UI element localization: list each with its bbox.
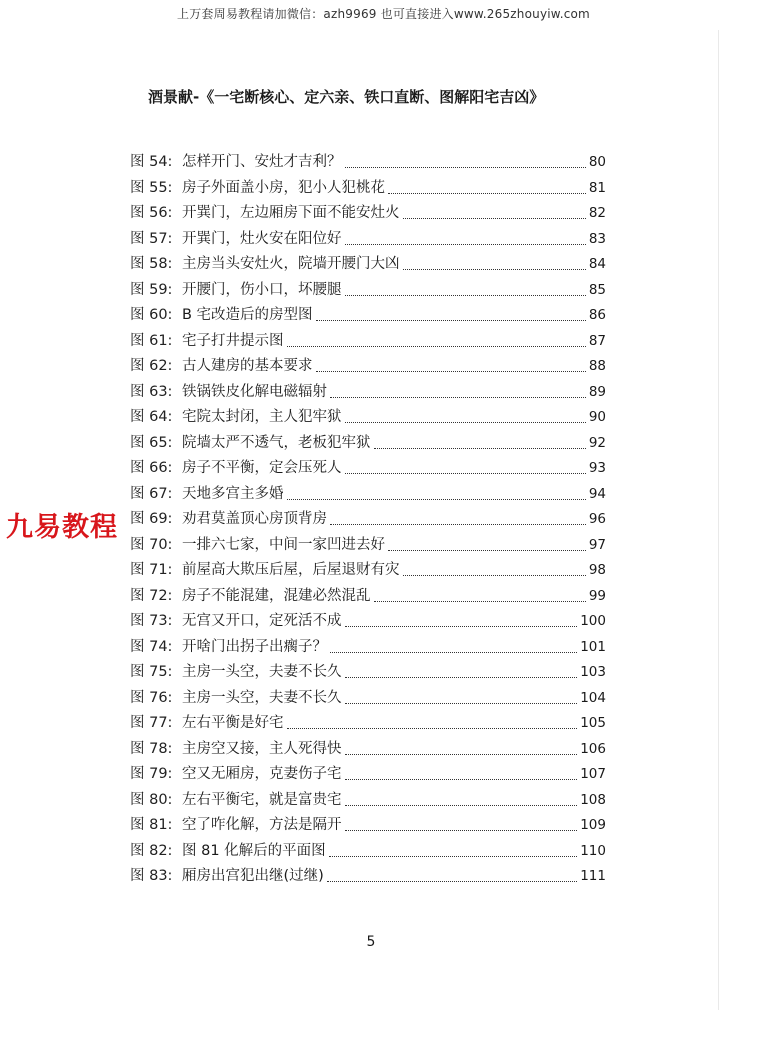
toc-dot-leader xyxy=(327,881,577,882)
toc-page-number: 109 xyxy=(580,817,606,833)
page-number: 5 xyxy=(366,934,376,950)
toc-figure-label: 图 58: xyxy=(130,256,173,272)
toc-entry-title: 宅子打井提示图 xyxy=(182,332,284,349)
toc-entry-title: 前屋高大欺压后屋，后屋退财有灾 xyxy=(182,562,400,578)
toc-entry xyxy=(130,839,606,865)
toc-dot-leader xyxy=(345,295,586,296)
toc-figure-label: 图 65: xyxy=(130,434,173,451)
toc-entry-title: 主房空又接，主人死得快 xyxy=(182,740,342,757)
toc-page-number: 85 xyxy=(588,281,606,298)
toc-entry xyxy=(130,686,606,712)
toc-page-number: 92 xyxy=(588,434,606,451)
toc-page-number: 103 xyxy=(580,664,606,680)
toc-page-number: 80 xyxy=(588,154,606,170)
toc-entry xyxy=(130,711,606,737)
toc-figure-label: 图 62: xyxy=(130,358,173,374)
toc-entry-title: 开巽门，灶火安在阳位好 xyxy=(182,230,342,247)
toc-entry xyxy=(130,150,606,176)
toc-figure-label: 图 75: xyxy=(130,664,173,680)
toc-page-number: 86 xyxy=(588,307,606,323)
toc-dot-leader xyxy=(403,218,586,219)
toc-figure-label: 图 63: xyxy=(130,383,173,400)
toc-page-number: 107 xyxy=(580,766,606,782)
toc-entry xyxy=(130,635,606,661)
toc-entry-title: 无宫又开口，定死活不成 xyxy=(182,613,342,629)
toc-figure-label: 图 78: xyxy=(130,740,173,757)
toc-entry-title: 左右平衡宅，就是富贵宅 xyxy=(182,791,342,808)
toc-page-number: 89 xyxy=(588,383,606,400)
toc-entry xyxy=(130,354,606,380)
toc-entry xyxy=(130,788,606,814)
toc-entry-title: 主房当头安灶火，院墙开腰门大凶 xyxy=(182,256,400,272)
toc-entry xyxy=(130,329,606,355)
toc-figure-label: 图 73: xyxy=(130,613,173,629)
toc-entry xyxy=(130,201,606,227)
toc-page-number: 93 xyxy=(588,460,606,476)
toc-entry-title: 开啥门出拐子出瘸子？ xyxy=(182,638,327,655)
toc-entry xyxy=(130,558,606,584)
scan-edge-line xyxy=(718,30,719,1010)
toc-entry-title: 空了咋化解，方法是隔开 xyxy=(182,817,342,833)
toc-page-number: 110 xyxy=(580,842,606,859)
toc-figure-label: 图 79: xyxy=(130,766,173,782)
toc-figure-label: 图 67: xyxy=(130,485,173,502)
toc-entry-title: 天地多宫主多婚 xyxy=(182,485,284,502)
toc-page-number: 111 xyxy=(580,868,606,884)
toc-entry-title: 怎样开门、安灶才吉利？ xyxy=(182,154,342,170)
toc-entry xyxy=(130,762,606,788)
toc-entry-title: 开巽门，左边厢房下面不能安灶火 xyxy=(182,205,400,221)
toc-entry-title: 劝君莫盖顶心房顶背房 xyxy=(182,511,327,527)
toc-entry xyxy=(130,609,606,635)
toc-figure-label: 图 76: xyxy=(130,689,173,706)
toc-figure-label: 图 82: xyxy=(130,842,173,859)
toc-dot-leader xyxy=(316,320,586,321)
toc-figure-label: 图 72: xyxy=(130,587,173,604)
toc-entry-title: 房子外面盖小房，犯小人犯桃花 xyxy=(182,179,385,196)
toc-dot-leader xyxy=(345,626,578,627)
toc-entry xyxy=(130,431,606,457)
toc-entry xyxy=(130,252,606,278)
toc-figure-label: 图 64: xyxy=(130,409,173,425)
table-of-contents xyxy=(130,150,606,890)
toc-dot-leader xyxy=(403,575,586,576)
toc-dot-leader xyxy=(345,703,578,704)
toc-entry xyxy=(130,660,606,686)
toc-dot-leader xyxy=(345,754,578,755)
toc-dot-leader xyxy=(330,397,586,398)
toc-dot-leader xyxy=(345,779,578,780)
toc-entry-title: 宅院太封闭，主人犯牢狱 xyxy=(182,409,342,425)
header-banner: 上万套周易教程请加微信：azh9969 也可直接进入www.265zhouyiw.com xyxy=(177,7,590,21)
watermark: 九易教程 xyxy=(6,512,118,543)
toc-entry xyxy=(130,533,606,559)
toc-entry xyxy=(130,864,606,890)
toc-entry-title: 房子不能混建，混建必然混乱 xyxy=(182,587,371,604)
toc-dot-leader xyxy=(345,167,586,168)
toc-page-number: 88 xyxy=(588,358,606,374)
toc-entry-title: 开腰门，伤小口，坏腰腿 xyxy=(182,281,342,298)
toc-figure-label: 图 77: xyxy=(130,715,173,731)
toc-page-number: 101 xyxy=(580,638,606,655)
toc-entry-title: 房子不平衡，定会压死人 xyxy=(182,460,342,476)
toc-figure-label: 图 55: xyxy=(130,179,173,196)
toc-page-number: 84 xyxy=(588,256,606,272)
toc-figure-label: 图 56: xyxy=(130,205,173,221)
toc-figure-label: 图 66: xyxy=(130,460,173,476)
toc-page-number: 82 xyxy=(588,205,606,221)
toc-dot-leader xyxy=(345,244,586,245)
toc-page-number: 108 xyxy=(580,791,606,808)
toc-figure-label: 图 71: xyxy=(130,562,173,578)
toc-entry xyxy=(130,227,606,253)
toc-dot-leader xyxy=(330,652,577,653)
toc-entry xyxy=(130,456,606,482)
toc-page-number: 83 xyxy=(588,230,606,247)
toc-page-number: 106 xyxy=(580,740,606,757)
toc-entry xyxy=(130,507,606,533)
toc-page-number: 105 xyxy=(580,715,606,731)
toc-page-number: 98 xyxy=(588,562,606,578)
toc-dot-leader xyxy=(287,346,586,347)
toc-entry-title: 铁锅铁皮化解电磁辐射 xyxy=(182,383,327,400)
toc-page-number: 100 xyxy=(580,613,606,629)
toc-page-number: 94 xyxy=(588,485,606,502)
toc-entry-title: 院墙太严不透气，老板犯牢狱 xyxy=(182,434,371,451)
toc-dot-leader xyxy=(316,371,586,372)
toc-entry-title: 一排六七家，中间一家凹进去好 xyxy=(182,536,385,553)
toc-entry-title: 主房一头空，夫妻不长久 xyxy=(182,664,342,680)
toc-page-number: 81 xyxy=(588,179,606,196)
toc-entry xyxy=(130,482,606,508)
page-title: 酒景献-《一宅断核心、定六亲、铁口直断、图解阳宅吉凶》 xyxy=(148,88,545,106)
toc-figure-label: 图 60: xyxy=(130,307,173,323)
toc-page-number: 96 xyxy=(588,511,606,527)
toc-figure-label: 图 59: xyxy=(130,281,173,298)
toc-entry xyxy=(130,737,606,763)
toc-page-number: 97 xyxy=(588,536,606,553)
toc-figure-label: 图 57: xyxy=(130,230,173,247)
toc-figure-label: 图 80: xyxy=(130,791,173,808)
toc-entry xyxy=(130,813,606,839)
toc-dot-leader xyxy=(345,473,586,474)
toc-figure-label: 图 70: xyxy=(130,536,173,553)
toc-dot-leader xyxy=(388,193,586,194)
toc-entry-title: 左右平衡是好宅 xyxy=(182,715,284,731)
toc-figure-label: 图 74: xyxy=(130,638,173,655)
toc-entry-title: 空又无厢房，克妻伤子宅 xyxy=(182,766,342,782)
toc-dot-leader xyxy=(374,601,586,602)
toc-dot-leader xyxy=(403,269,586,270)
toc-entry xyxy=(130,278,606,304)
toc-dot-leader xyxy=(345,677,578,678)
toc-entry-title: 主房一头空，夫妻不长久 xyxy=(182,689,342,706)
toc-entry xyxy=(130,584,606,610)
toc-entry-title: 厢房出宫犯出继(过继) xyxy=(182,868,324,884)
toc-figure-label: 图 61: xyxy=(130,332,173,349)
toc-entry xyxy=(130,380,606,406)
toc-dot-leader xyxy=(329,856,578,857)
toc-figure-label: 图 54: xyxy=(130,154,173,170)
toc-dot-leader xyxy=(287,728,578,729)
toc-dot-leader xyxy=(345,805,578,806)
toc-dot-leader xyxy=(345,830,578,831)
toc-figure-label: 图 81: xyxy=(130,817,173,833)
toc-entry-title: 古人建房的基本要求 xyxy=(182,358,313,374)
toc-dot-leader xyxy=(330,524,586,525)
toc-page-number: 99 xyxy=(588,587,606,604)
toc-dot-leader xyxy=(287,499,586,500)
toc-figure-label: 图 83: xyxy=(130,868,173,884)
toc-dot-leader xyxy=(345,422,586,423)
toc-entry xyxy=(130,176,606,202)
toc-entry xyxy=(130,405,606,431)
toc-entry-title: B 宅改造后的房型图 xyxy=(182,307,313,323)
toc-entry xyxy=(130,303,606,329)
toc-page-number: 104 xyxy=(580,689,606,706)
toc-entry-title: 图 81 化解后的平面图 xyxy=(182,842,326,859)
toc-dot-leader xyxy=(374,448,586,449)
toc-page-number: 90 xyxy=(588,409,606,425)
toc-page-number: 87 xyxy=(588,332,606,349)
toc-figure-label: 图 69: xyxy=(130,511,173,527)
toc-dot-leader xyxy=(388,550,586,551)
